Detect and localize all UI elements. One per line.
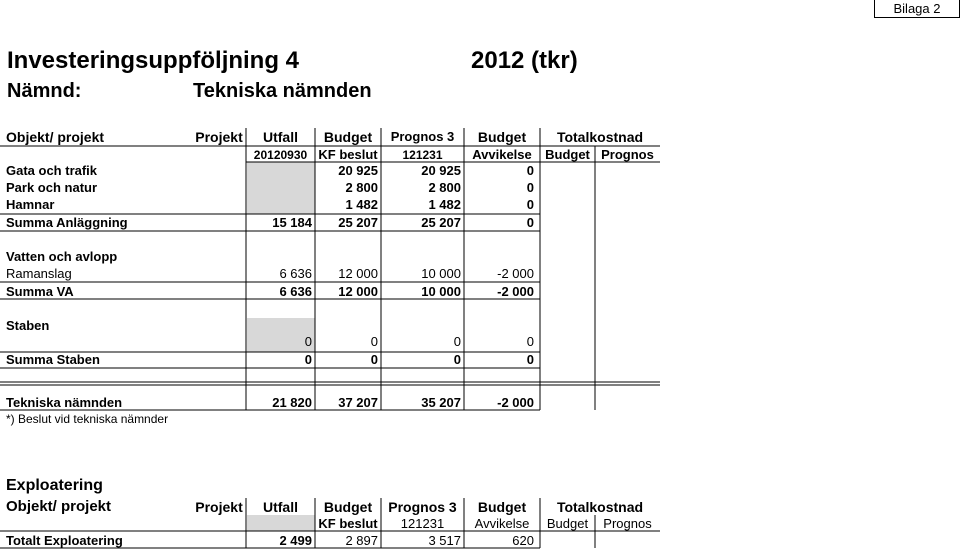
- col-prognos: Prognos 3: [388, 499, 457, 515]
- cell-avvikelse: 0: [526, 163, 534, 178]
- col-utfall-sub: 20120930: [253, 148, 308, 162]
- row-label: Park och natur: [6, 180, 98, 195]
- cell-utfall: 0: [304, 352, 312, 367]
- col-totalkostnad: Totalkostnad: [556, 129, 644, 145]
- cell-budget: 2 897: [345, 533, 378, 548]
- col-objekt: Objekt/ projekt: [6, 129, 105, 145]
- section-label: Staben: [6, 318, 50, 333]
- col-utfall: Utfall: [263, 499, 298, 515]
- cell-avvikelse: 0: [526, 215, 534, 230]
- col-avvikelse-sub: Avvikelse: [474, 516, 530, 531]
- cell-budget: 1 482: [345, 197, 378, 212]
- cell-prognos: 0: [453, 352, 461, 367]
- row-label: Ramanslag: [6, 266, 72, 281]
- col-budget-sub: KF beslut: [318, 147, 378, 162]
- col-budget-avvikelse: Budget: [477, 129, 527, 145]
- row-label: Summa Anläggning: [6, 215, 128, 230]
- cell-budget: 0: [370, 334, 378, 349]
- col-totalkostnad: Totalkostnad: [556, 499, 644, 515]
- footnote: *) Beslut vid tekniska nämnder: [6, 412, 169, 426]
- cell-utfall: 6 636: [279, 284, 312, 299]
- col-total-prognos: Prognos: [601, 147, 654, 162]
- namnd-value: Tekniska nämnden: [193, 80, 372, 102]
- cell-prognos: 2 800: [428, 180, 461, 195]
- cell-prognos: 10 000: [421, 284, 461, 299]
- cell-utfall: 15 184: [272, 215, 312, 230]
- attachment-badge: Bilaga 2: [874, 0, 960, 18]
- col-utfall: Utfall: [263, 129, 298, 145]
- col-prognos-sub: 121231: [400, 516, 445, 531]
- cell-budget: 25 207: [338, 215, 378, 230]
- cell-avvikelse: -2 000: [497, 284, 534, 299]
- col-prognos-sub: 121231: [402, 148, 443, 162]
- col-total-budget: Budget: [545, 147, 590, 162]
- cell-budget: 0: [370, 352, 378, 367]
- col-total-budget: Budget: [546, 516, 589, 531]
- cell-prognos: 20 925: [421, 163, 461, 178]
- cell-budget: 37 207: [338, 395, 378, 410]
- cell-budget: 12 000: [338, 266, 378, 281]
- col-projekt: Projekt: [195, 499, 243, 515]
- cell-utfall: 2 499: [279, 533, 312, 548]
- col-projekt: Projekt: [195, 129, 243, 145]
- col-objekt: Objekt/ projekt: [6, 498, 112, 515]
- cell-prognos: 1 482: [428, 197, 461, 212]
- cell-avvikelse: 0: [526, 352, 534, 367]
- cell-avvikelse: 0: [526, 180, 534, 195]
- page-title: Investeringsuppföljning 4: [7, 47, 300, 74]
- row-label: Totalt Exploatering: [6, 533, 123, 548]
- row-label: Summa Staben: [6, 352, 100, 367]
- namnd-label: Nämnd:: [7, 80, 82, 102]
- row-label: Summa VA: [6, 284, 74, 299]
- cell-utfall: 21 820: [272, 395, 312, 410]
- col-avvikelse-sub: Avvikelse: [472, 147, 532, 162]
- cell-avvikelse: -2 000: [497, 266, 534, 281]
- col-prognos: Prognos 3: [390, 129, 455, 144]
- cell-budget: 20 925: [338, 163, 378, 178]
- row-label: Tekniska nämnden: [6, 395, 123, 410]
- year-title: 2012 (tkr): [471, 47, 578, 74]
- cell-prognos: 35 207: [421, 395, 461, 410]
- cell-utfall: 0: [304, 334, 312, 349]
- cell-utfall: 6 636: [279, 266, 312, 281]
- section-title: Exploatering: [6, 477, 103, 494]
- col-budget: Budget: [323, 499, 373, 515]
- cell-prognos: 25 207: [421, 215, 461, 230]
- section-label: Vatten och avlopp: [6, 249, 118, 264]
- col-total-prognos: Prognos: [603, 516, 652, 531]
- cell-avvikelse: 620: [512, 533, 534, 548]
- cell-prognos: 10 000: [421, 266, 461, 281]
- cell-budget: 12 000: [338, 284, 378, 299]
- row-label: Hamnar: [6, 197, 55, 212]
- cell-avvikelse: 0: [526, 197, 534, 212]
- col-budget: Budget: [323, 129, 373, 145]
- cell-avvikelse: -2 000: [497, 395, 534, 410]
- col-budget-avvikelse: Budget: [477, 499, 527, 515]
- row-label: Gata och trafik: [6, 163, 98, 178]
- col-budget-sub: KF beslut: [318, 516, 378, 531]
- cell-budget: 2 800: [345, 180, 378, 195]
- cell-prognos: 0: [453, 334, 461, 349]
- cell-prognos: 3 517: [428, 533, 461, 548]
- cell-avvikelse: 0: [526, 334, 534, 349]
